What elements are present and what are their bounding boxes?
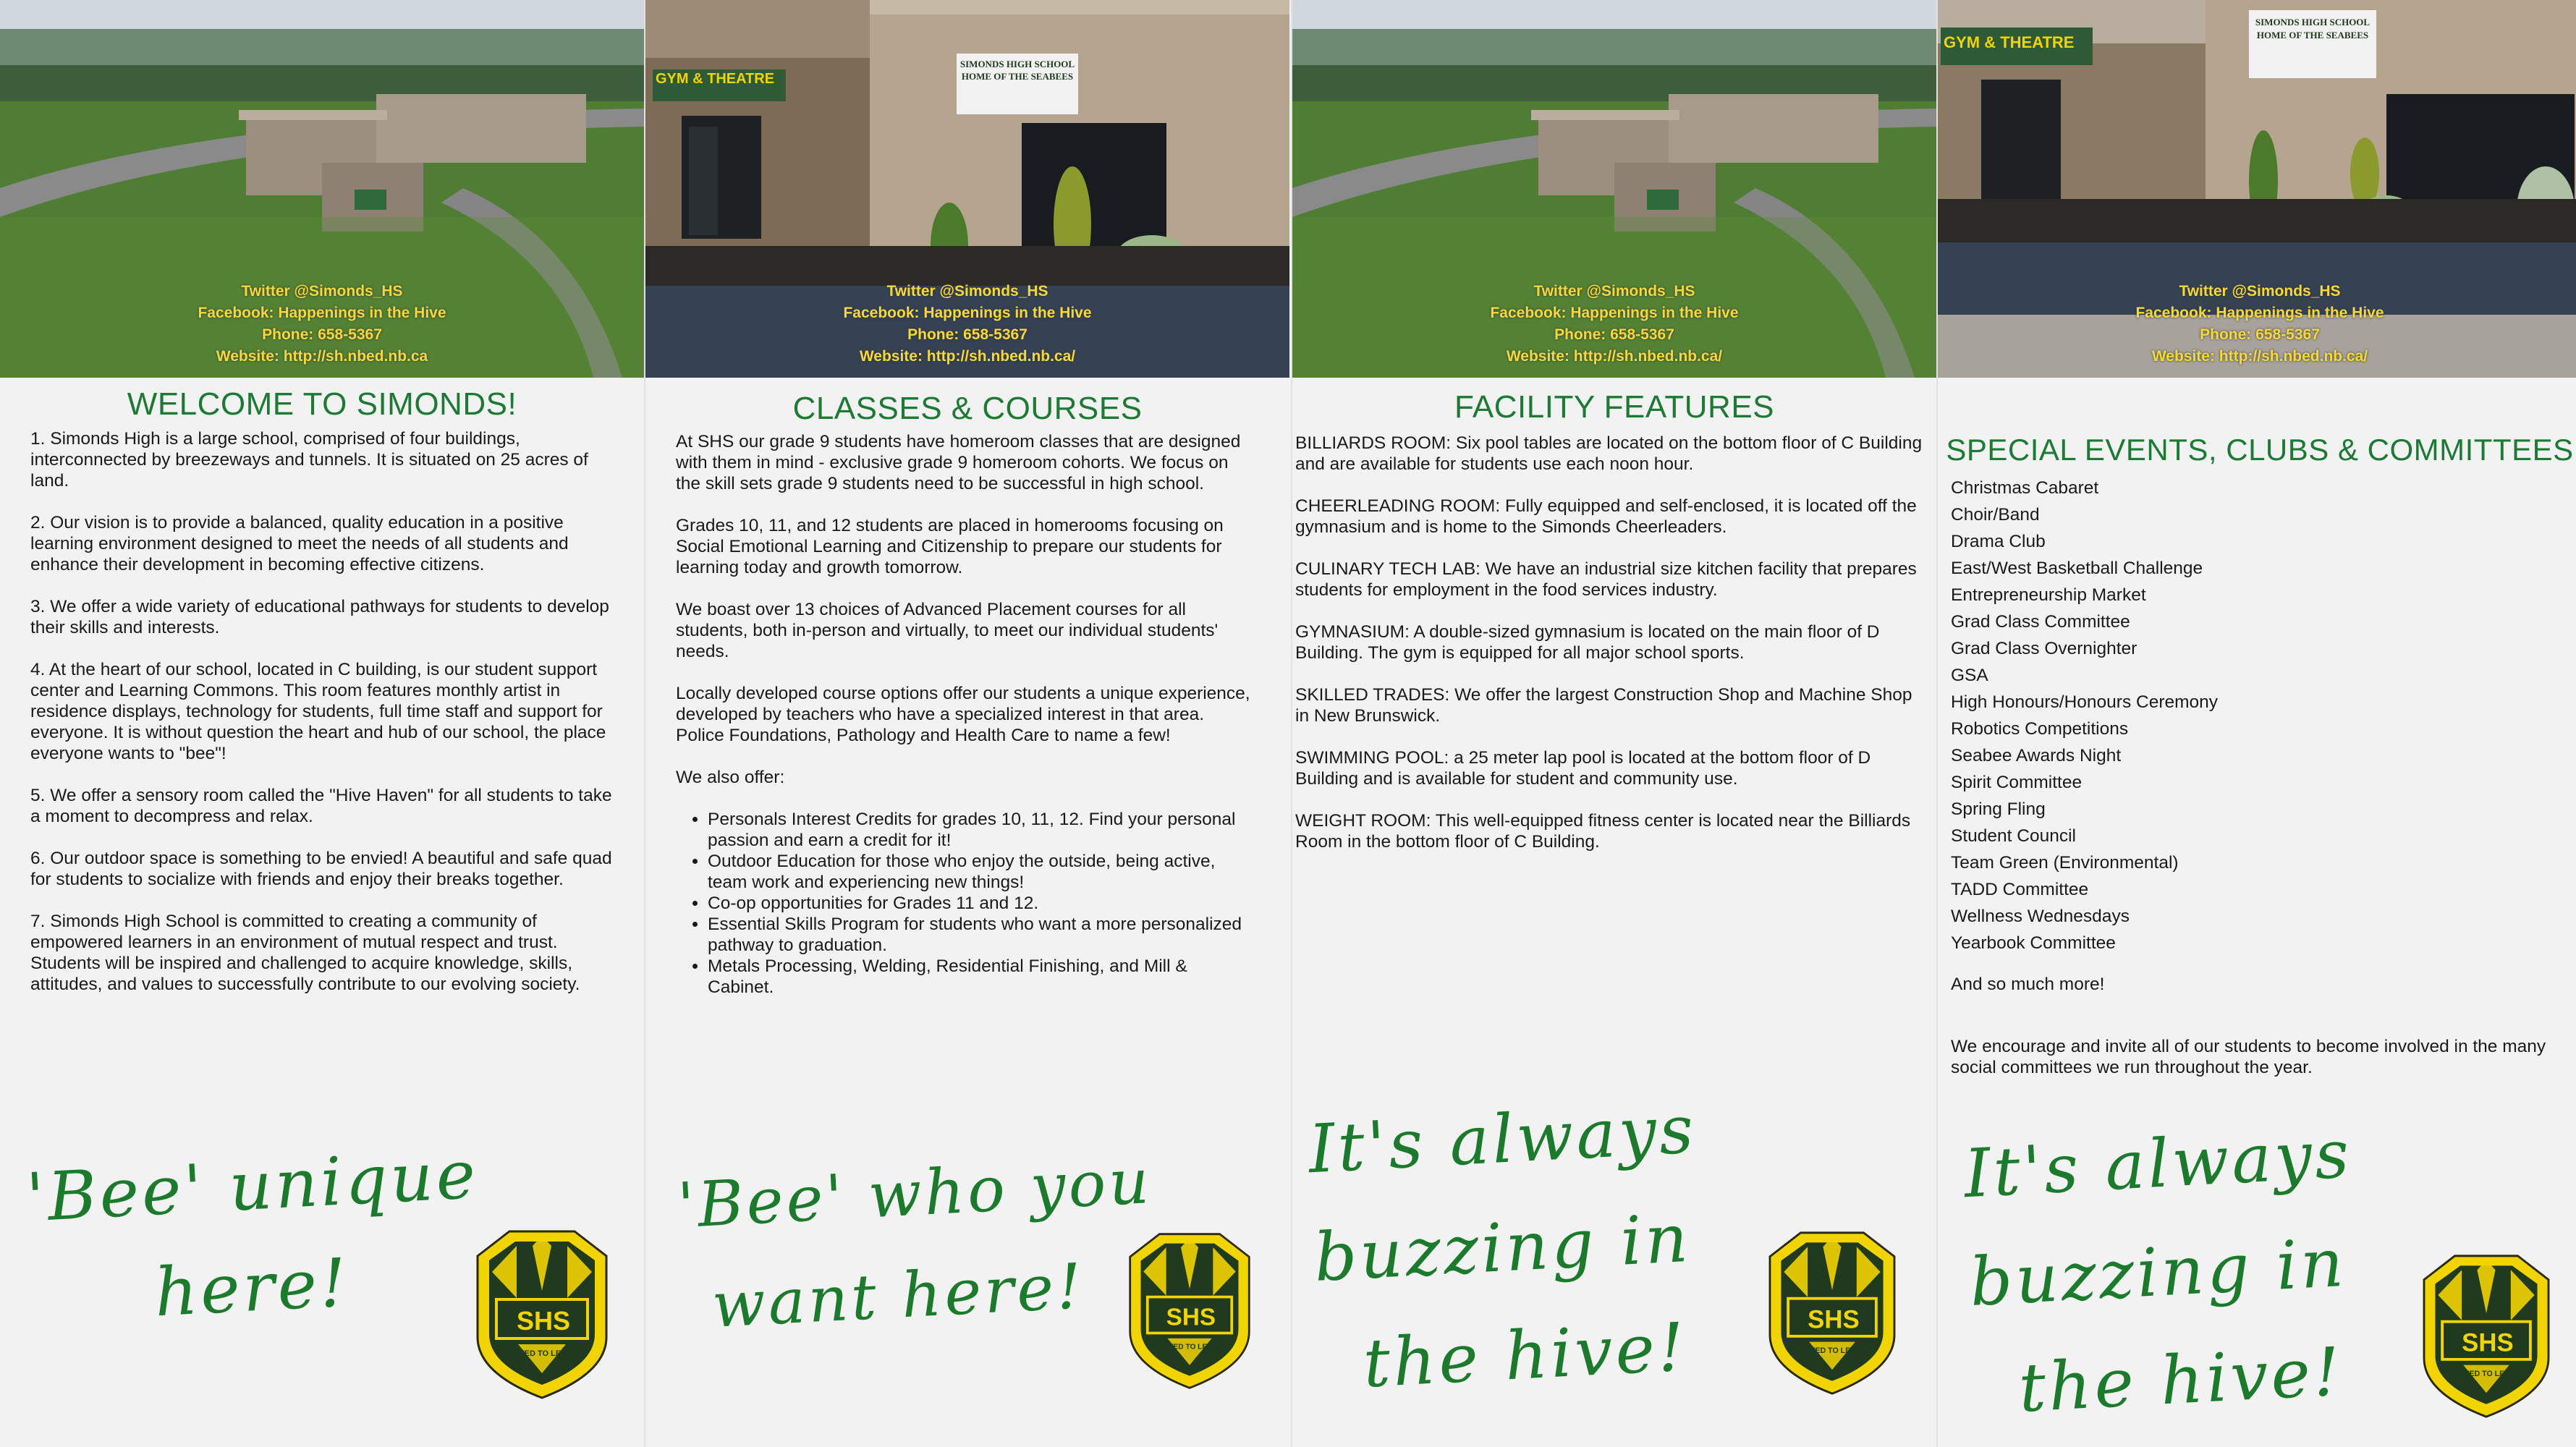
list-item: Spirit Committee xyxy=(1951,773,2083,792)
facility-paragraph: SWIMMING POOL: a 25 meter lap pool is located at the bottom floor of D Building and is available for student and community use. xyxy=(1295,748,1871,789)
list-item: TADD Committee xyxy=(1951,880,2089,899)
list-item: Yearbook Committee xyxy=(1951,933,2116,953)
welcome-panel xyxy=(0,0,644,1447)
school-sign-name: SIMONDS HIGH SCHOOL xyxy=(2255,17,2370,27)
logo-letter: S xyxy=(1842,1306,1860,1334)
list-item: Grad Class Committee xyxy=(1951,612,2130,632)
list-item: Wellness Wednesdays xyxy=(1951,907,2130,926)
list-item: Spring Fling xyxy=(1951,799,2046,819)
events-more: And so much more! xyxy=(1951,975,2105,994)
classes-title: CLASSES & COURSES xyxy=(792,391,1143,426)
contact-info xyxy=(1292,281,1936,368)
shs-shield-logo xyxy=(1127,1231,1252,1391)
website-link[interactable]: Website: http://sh.nbed.nb.ca xyxy=(216,348,428,365)
logo-letter: H xyxy=(1182,1304,1200,1331)
phone-number: Phone: 658-5367 xyxy=(262,326,382,343)
logo-letter: H xyxy=(534,1306,553,1336)
phone-number: Phone: 658-5367 xyxy=(2200,326,2320,343)
facility-panel xyxy=(1291,0,1936,1447)
twitter-handle[interactable]: Twitter @Simonds_HS xyxy=(886,283,1048,300)
events-title: SPECIAL EVENTS, CLUBS & COMMITTEES xyxy=(1946,433,2574,467)
website-link[interactable]: Website: http://sh.nbed.nb.ca/ xyxy=(1506,348,1723,365)
welcome-paragraph: 2. Our vision is to provide a balanced, quality education in a positive learning environment designed to meet the needs of all students and enhance their development in becoming effective citizens. xyxy=(30,513,569,574)
classes-body xyxy=(676,431,1253,998)
logo-letter: S xyxy=(2496,1329,2514,1357)
logo-letter: S xyxy=(2462,1329,2479,1357)
list-item: Drama Club xyxy=(1951,532,2046,551)
slogan xyxy=(675,1131,1159,1358)
logo-letter: S xyxy=(517,1306,535,1336)
website-link[interactable]: Website: http://sh.nbed.nb.ca/ xyxy=(859,348,1076,365)
slogan-line: buzzing in xyxy=(1967,1223,2349,1321)
welcome-paragraph: 7. Simonds High School is committed to creating a community of empowered learners in an environment of mutual respect and trust. Students will be inspired and challenged to acquire knowledge, skills, attitudes, and values to successfully contribute to our evolving society. xyxy=(30,912,580,994)
shs-shield-logo xyxy=(475,1229,609,1401)
list-item: Student Council xyxy=(1951,826,2076,846)
logo-letter: H xyxy=(2478,1329,2497,1357)
facebook-page[interactable]: Facebook: Happenings in the Hive xyxy=(2135,305,2384,321)
facility-title: FACILITY FEATURES xyxy=(1454,389,1775,425)
slogan-line: It's always xyxy=(1306,1090,1698,1189)
contact-info xyxy=(1938,281,2576,368)
website-link[interactable]: Website: http://sh.nbed.nb.ca/ xyxy=(2151,348,2368,365)
phone-number: Phone: 658-5367 xyxy=(907,326,1028,343)
logo-letter: S xyxy=(1166,1304,1182,1331)
welcome-title: WELCOME TO SIMONDS! xyxy=(127,386,517,422)
events-closing: We encourage and invite all of our students to become involved in the many social committees we run throughout the year. xyxy=(1951,1037,2546,1077)
list-item: • Co-op opportunities for Grades 11 and 12. xyxy=(708,893,1253,914)
welcome-paragraph: 5. We offer a sensory room called the "Hive Haven" for all students to take a moment to decompress and relax. xyxy=(30,786,612,826)
school-sign-tagline: HOME OF THE SEABEES xyxy=(961,71,1074,82)
facility-paragraph: WEIGHT ROOM: This well-equipped fitness center is located near the Billiards Room in the bottom floor of C Building. xyxy=(1295,811,1911,852)
classes-paragraph: We boast over 13 choices of Advanced Placement courses for all students, both in-person and virtually, to meet our individual students' needs. xyxy=(676,600,1219,661)
logo-letter: S xyxy=(1199,1304,1216,1331)
classes-panel xyxy=(644,0,1289,1447)
list-item: Seabee Awards Night xyxy=(1951,746,2122,765)
logo-letter: H xyxy=(1824,1306,1843,1334)
contact-info xyxy=(0,281,644,368)
slogan-line: It's always xyxy=(1962,1115,2354,1213)
logo-letter: S xyxy=(553,1306,571,1336)
facility-body xyxy=(1295,433,1931,873)
welcome-paragraph: 1. Simonds High is a large school, comprised of four buildings, interconnected by breezeways and tunnels. It is situated on 25 acres of land. xyxy=(30,429,588,491)
slogan-line: want here! xyxy=(710,1250,1086,1342)
list-item: High Honours/Honours Ceremony xyxy=(1951,692,2219,712)
list-item: East/West Basketball Challenge xyxy=(1951,559,2203,578)
twitter-handle[interactable]: Twitter @Simonds_HS xyxy=(241,283,403,300)
aerial-campus-photo xyxy=(1292,0,1936,378)
school-entrance-photo xyxy=(1938,0,2576,378)
welcome-paragraph: 3. We offer a wide variety of educational pathways for students to develop their skills and interests. xyxy=(30,597,609,637)
welcome-body xyxy=(30,428,624,1016)
facility-paragraph: GYMNASIUM: A double-sized gymnasium is located on the main floor of D Building. The gym is equipped for all major school sports. xyxy=(1295,622,1880,663)
events-panel xyxy=(1936,0,2576,1447)
list-item: Christmas Cabaret xyxy=(1951,478,2099,498)
list-item: Team Green (Environmental) xyxy=(1951,853,2179,873)
events-list xyxy=(1951,475,2567,956)
shs-shield-logo xyxy=(1767,1230,1897,1396)
offerings-list xyxy=(676,809,1253,998)
slogan-line: the hive! xyxy=(2017,1333,2345,1427)
slogan xyxy=(1306,1075,1711,1420)
welcome-paragraph: 4. At the heart of our school, located in C building, is our student support center and Learning Commons. This room features monthly artist in residence displays, technology for students, full time staff and support for everyone. It is without question the heart and hub of our school, the place everyone wants to "bee"! xyxy=(30,660,606,763)
slogan-line: 'Bee' unique xyxy=(24,1135,480,1237)
list-item: • Outdoor Education for those who enjoy the outside, being active, team work and experiencing new things! xyxy=(708,851,1253,893)
list-item: Entrepreneurship Market xyxy=(1951,585,2146,605)
logo-motto: UNITED TO LEARN xyxy=(1797,1346,1868,1356)
logo-motto: UNITED TO LEARN xyxy=(1156,1343,1224,1351)
list-item: • Personals Interest Credits for grades 10, 11, 12. Find your personal passion and earn a credit for it! xyxy=(708,809,1253,851)
events-body xyxy=(1951,475,2567,956)
classes-paragraph: Locally developed course options offer our students a unique experience, developed by teachers who have a specialized interest in that area. Police Foundations, Pathology and Health Care to name a few! xyxy=(676,684,1250,745)
slogan xyxy=(1962,1100,2366,1445)
facility-paragraph: SKILLED TRADES: We offer the largest Construction Shop and Machine Shop in New Brunswick. xyxy=(1295,685,1912,726)
list-item: Choir/Band xyxy=(1951,505,2040,525)
logo-motto: UNITED TO LEARN xyxy=(2451,1370,2522,1379)
facebook-page[interactable]: Facebook: Happenings in the Hive xyxy=(198,305,446,321)
welcome-paragraph: 6. Our outdoor space is something to be envied! A beautiful and safe quad for students to socialize with friends and enjoy their breaks together. xyxy=(30,849,612,889)
list-item: Robotics Competitions xyxy=(1951,719,2129,739)
classes-paragraph: At SHS our grade 9 students have homeroom classes that are designed with them in mind - exclusive grade 9 homeroom cohorts. We focus on the skill sets grade 9 students need to be successful in high school. xyxy=(676,432,1241,493)
school-sign xyxy=(2249,16,2376,42)
phone-number: Phone: 658-5367 xyxy=(1554,326,1674,343)
school-sign-name: SIMONDS HIGH SCHOOL xyxy=(959,59,1075,69)
gym-theatre-sign: GYM & THEATRE xyxy=(656,71,775,87)
list-item: • Essential Skills Program for students who want a more personalized pathway to graduation. xyxy=(708,914,1253,956)
shs-shield-logo xyxy=(2421,1253,2551,1420)
slogan-line: 'Bee' who you xyxy=(676,1145,1153,1243)
slogan xyxy=(24,1124,486,1350)
aerial-campus-photo xyxy=(0,0,644,378)
contact-info xyxy=(645,281,1289,368)
facebook-page[interactable]: Facebook: Happenings in the Hive xyxy=(843,305,1092,321)
slogan-line: here! xyxy=(153,1244,352,1332)
slogan-line: buzzing in xyxy=(1312,1199,1693,1297)
facebook-page[interactable]: Facebook: Happenings in the Hive xyxy=(1490,305,1739,321)
school-sign xyxy=(957,58,1078,82)
gym-theatre-sign: GYM & THEATRE xyxy=(1944,33,2075,51)
facility-paragraph: CULINARY TECH LAB: We have an industrial size kitchen facility that prepares students for employment in the food services industry. xyxy=(1295,559,1917,600)
list-item: Grad Class Overnighter xyxy=(1951,639,2138,658)
classes-paragraph: Grades 10, 11, and 12 students are placed in homerooms focusing on Social Emotional Learning and Citizenship to prepare our students for learning today and growth tomorrow. xyxy=(676,516,1224,577)
school-entrance-photo xyxy=(645,0,1289,378)
list-item: • Metals Processing, Welding, Residential Finishing, and Mill & Cabinet. xyxy=(708,956,1253,998)
logo-motto: UNITED TO LEARN xyxy=(505,1349,579,1358)
twitter-handle[interactable]: Twitter @Simonds_HS xyxy=(1533,283,1695,300)
facility-paragraph: BILLIARDS ROOM: Six pool tables are located on the bottom floor of C Building and are available for students use each noon hour. xyxy=(1295,433,1923,474)
classes-paragraph: We also offer: xyxy=(676,768,785,787)
slogan-line: the hive! xyxy=(1361,1308,1690,1403)
logo-letter: S xyxy=(1808,1306,1825,1334)
list-item: GSA xyxy=(1951,666,1988,685)
school-sign-tagline: HOME OF THE SEABEES xyxy=(2256,30,2369,41)
facility-paragraph: CHEERLEADING ROOM: Fully equipped and self-enclosed, it is located off the gymnasium and is home to the Simonds Cheerleaders. xyxy=(1295,496,1917,537)
twitter-handle[interactable]: Twitter @Simonds_HS xyxy=(2179,283,2341,300)
